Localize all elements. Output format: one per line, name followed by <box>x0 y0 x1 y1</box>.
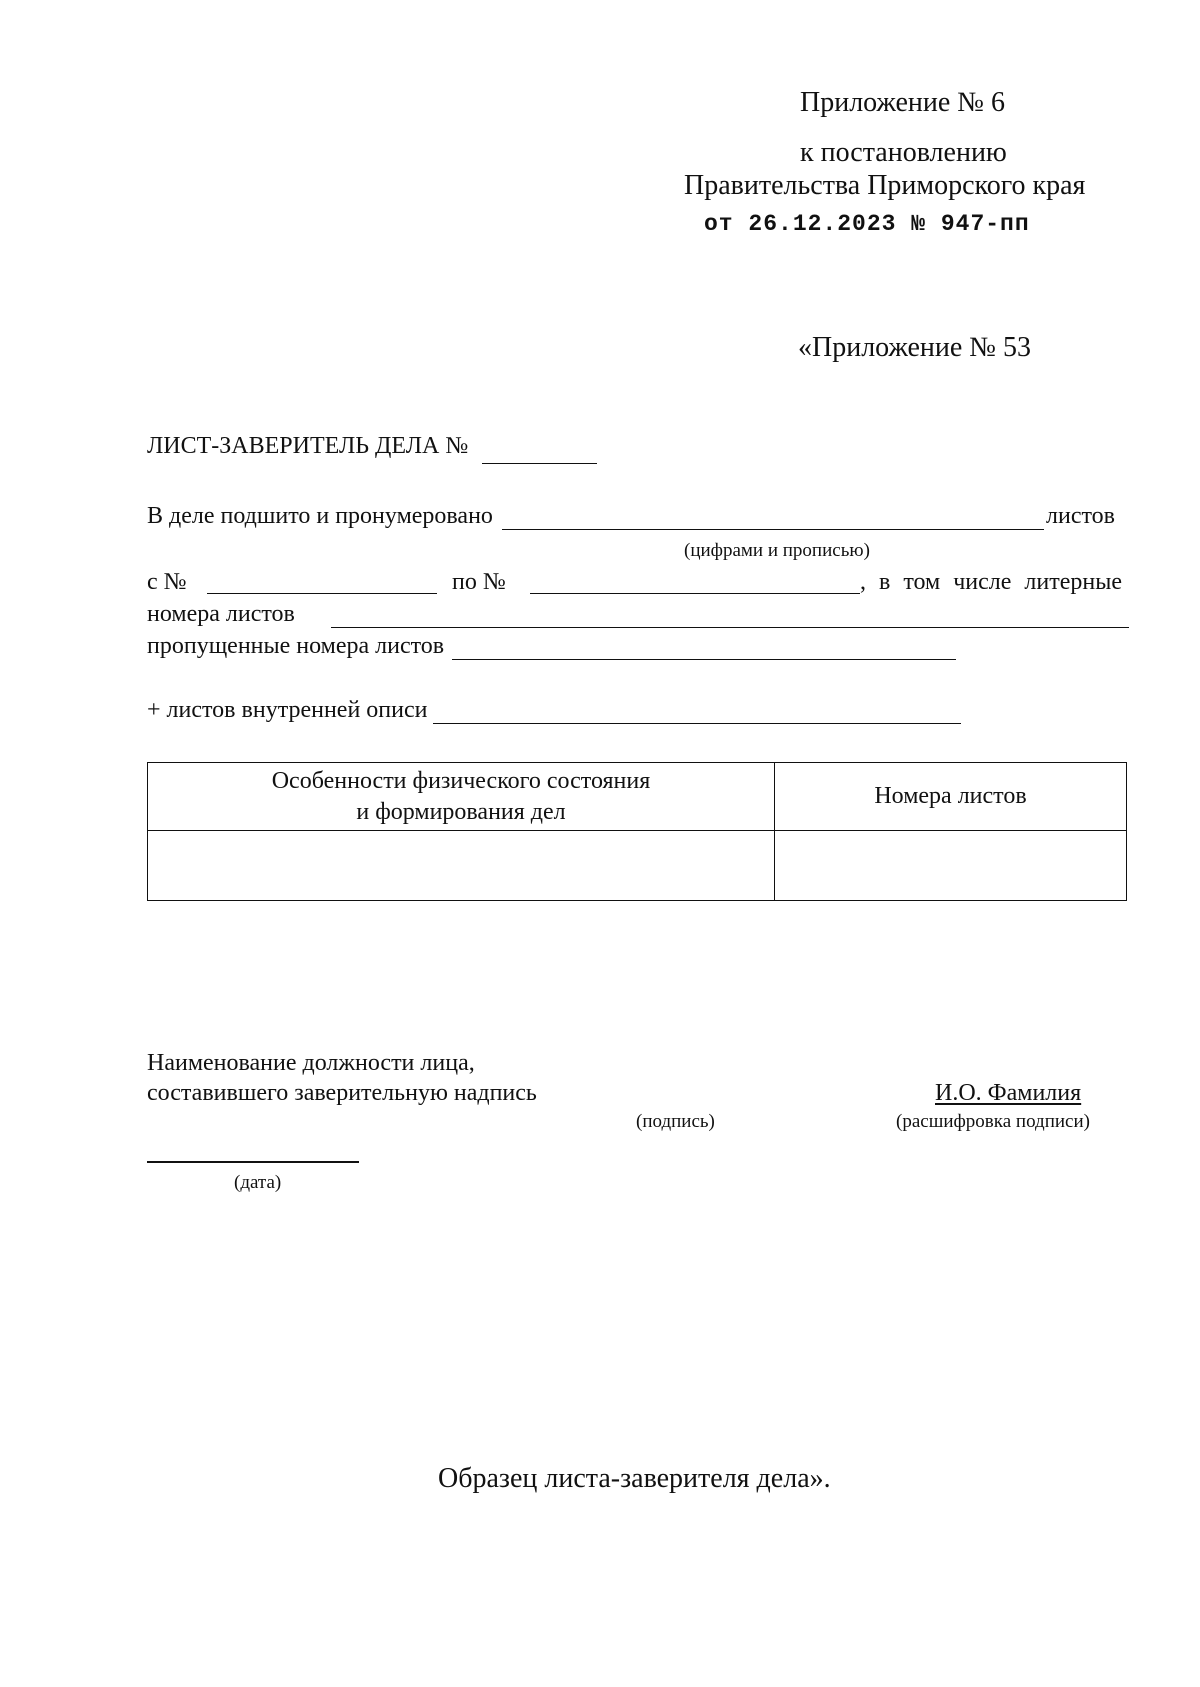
sewn-label: В деле подшито и пронумеровано <box>147 503 493 529</box>
sewn-count-blank <box>502 529 1044 530</box>
to-number-blank <box>530 593 860 594</box>
missing-label: пропущенные номера листов <box>147 633 445 659</box>
name-hint: (расшифровка подписи) <box>896 1111 1090 1132</box>
features-table <box>147 762 1127 901</box>
missing-blank <box>452 659 956 660</box>
table-header-sheet-numbers: Номера листов <box>775 763 1127 831</box>
position-line-1: Наименование должности лица, <box>147 1050 475 1076</box>
letter-sheets-blank <box>331 627 1129 628</box>
case-number-blank <box>482 463 597 464</box>
signature-hint: (подпись) <box>636 1111 715 1132</box>
internal-inventory-label: + листов внутренней описи <box>147 697 428 723</box>
sheet-title: ЛИСТ-ЗАВЕРИТЕЛЬ ДЕЛА № <box>147 433 469 459</box>
to-label: по № <box>452 569 506 595</box>
date-number-stamp: от 26.12.2023 № 947-пп <box>704 211 1030 237</box>
including-text: , в том числе литерные <box>860 569 1123 595</box>
from-number-blank <box>207 593 437 594</box>
to-resolution: к постановлению <box>800 137 1007 168</box>
from-label: с № <box>147 569 187 595</box>
table-cell-sheet-numbers <box>775 831 1127 901</box>
position-line-2: составившего заверительную надпись <box>147 1080 537 1106</box>
table-header-row <box>148 763 1127 831</box>
appendix-53: «Приложение № 53 <box>798 332 1031 363</box>
date-hint: (дата) <box>234 1172 282 1193</box>
table-header-features: Особенности физического состояния и формирования дел <box>148 763 775 831</box>
table-row <box>148 831 1127 901</box>
appendix-number: Приложение № 6 <box>800 87 1005 118</box>
sewn-unit: листов <box>1046 503 1115 529</box>
date-blank <box>147 1161 359 1163</box>
sewn-hint: (цифрами и прописью) <box>684 540 870 561</box>
table-cell-features <box>148 831 775 901</box>
footer-sample-caption: Образец листа-заверителя дела». <box>438 1463 831 1494</box>
signer-name: И.О. Фамилия <box>935 1080 1082 1106</box>
internal-inventory-blank <box>433 723 961 724</box>
letter-sheets-label: номера листов <box>147 601 295 627</box>
government-name: Правительства Приморского края <box>684 170 1086 201</box>
